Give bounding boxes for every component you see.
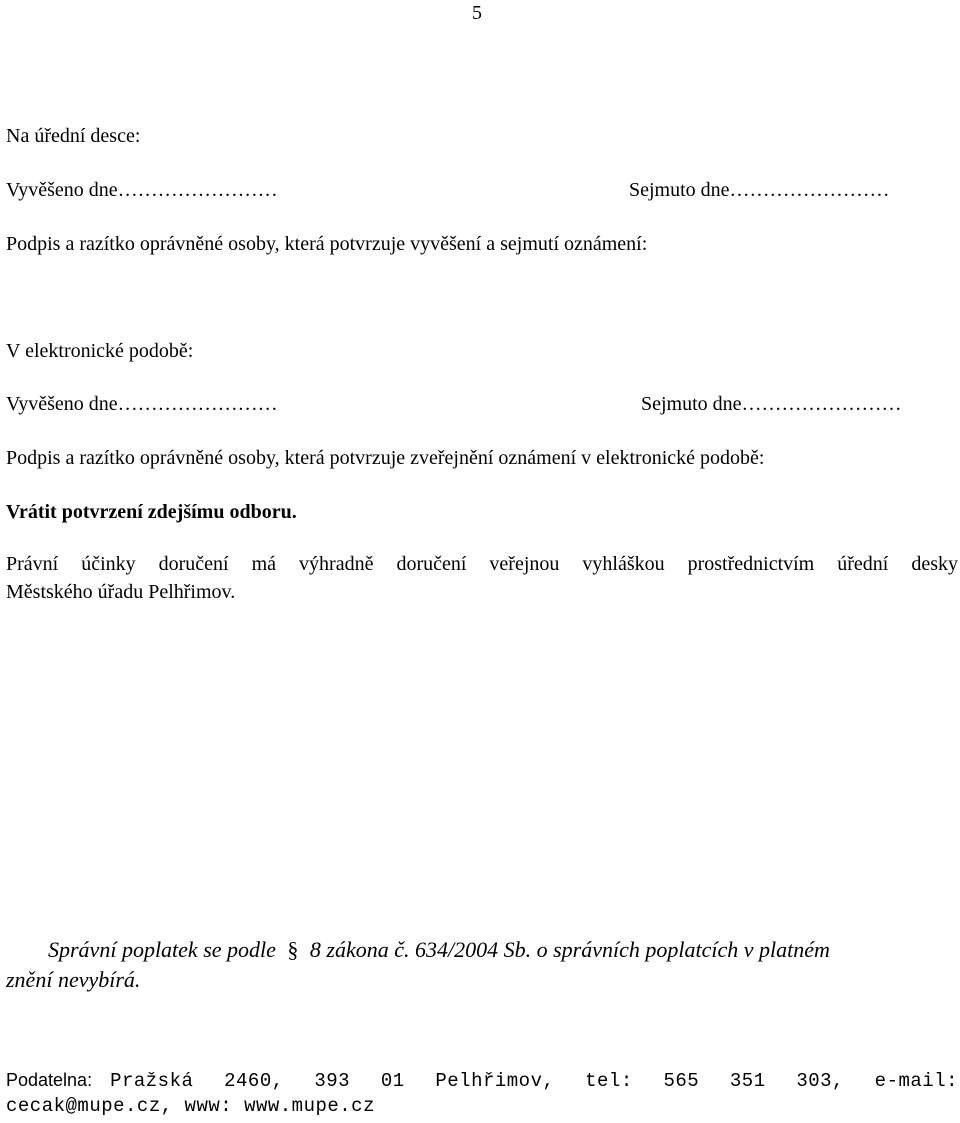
electronic-heading: V elektronické podobě: [6,340,194,362]
footer-line-2 [6,1094,375,1118]
footer-email-link[interactable]: cecak@mupe.cz [6,1095,161,1117]
fee-note-line-2: znění nevybírá. [6,967,141,992]
section-sign-icon: § [287,937,299,962]
fee-note-line-1 [48,936,830,964]
legal-effect-line-1: Právní účinky doručení má výhradně doručení veřejnou vyhláškou prostřednictvím úřední desky [6,553,958,575]
notice-board-removed-date: Sejmuto dne…………………… [629,179,890,201]
footer-line-1 [6,1068,958,1093]
footer-address: Pražská 2460, 393 01 Pelhřimov, tel: 565 351 303, e-mail: [110,1070,958,1092]
footer-website-link[interactable]: www.mupe.cz [244,1095,375,1117]
legal-effect-line-2: Městského úřadu Pelhřimov. [6,581,236,603]
footer-label: Podatelna: [6,1070,93,1090]
notice-board-signature-line: Podpis a razítko oprávněné osoby, která potvrzuje vyvěšení a sejmutí oznámení: [6,233,648,255]
fee-note-text-part-2: 8 zákona č. 634/2004 Sb. o správních poplatcích v platném [309,937,830,962]
electronic-removed-date: Sejmuto dne…………………… [641,393,902,415]
fee-note-text-part-1: Správní poplatek se podle [48,937,276,962]
footer-www-label: , www: [160,1095,245,1117]
electronic-signature-line: Podpis a razítko oprávněné osoby, která potvrzuje zveřejnění oznámení v elektronické podobě: [6,447,765,469]
notice-board-heading: Na úřední desce: [6,125,141,147]
return-note: Vrátit potvrzení zdejšímu odboru. [6,501,297,523]
page-number: 5 [472,2,482,24]
electronic-posted-date: Vyvěšeno dne…………………… [6,393,278,415]
notice-board-posted-date: Vyvěšeno dne…………………… [6,179,278,201]
